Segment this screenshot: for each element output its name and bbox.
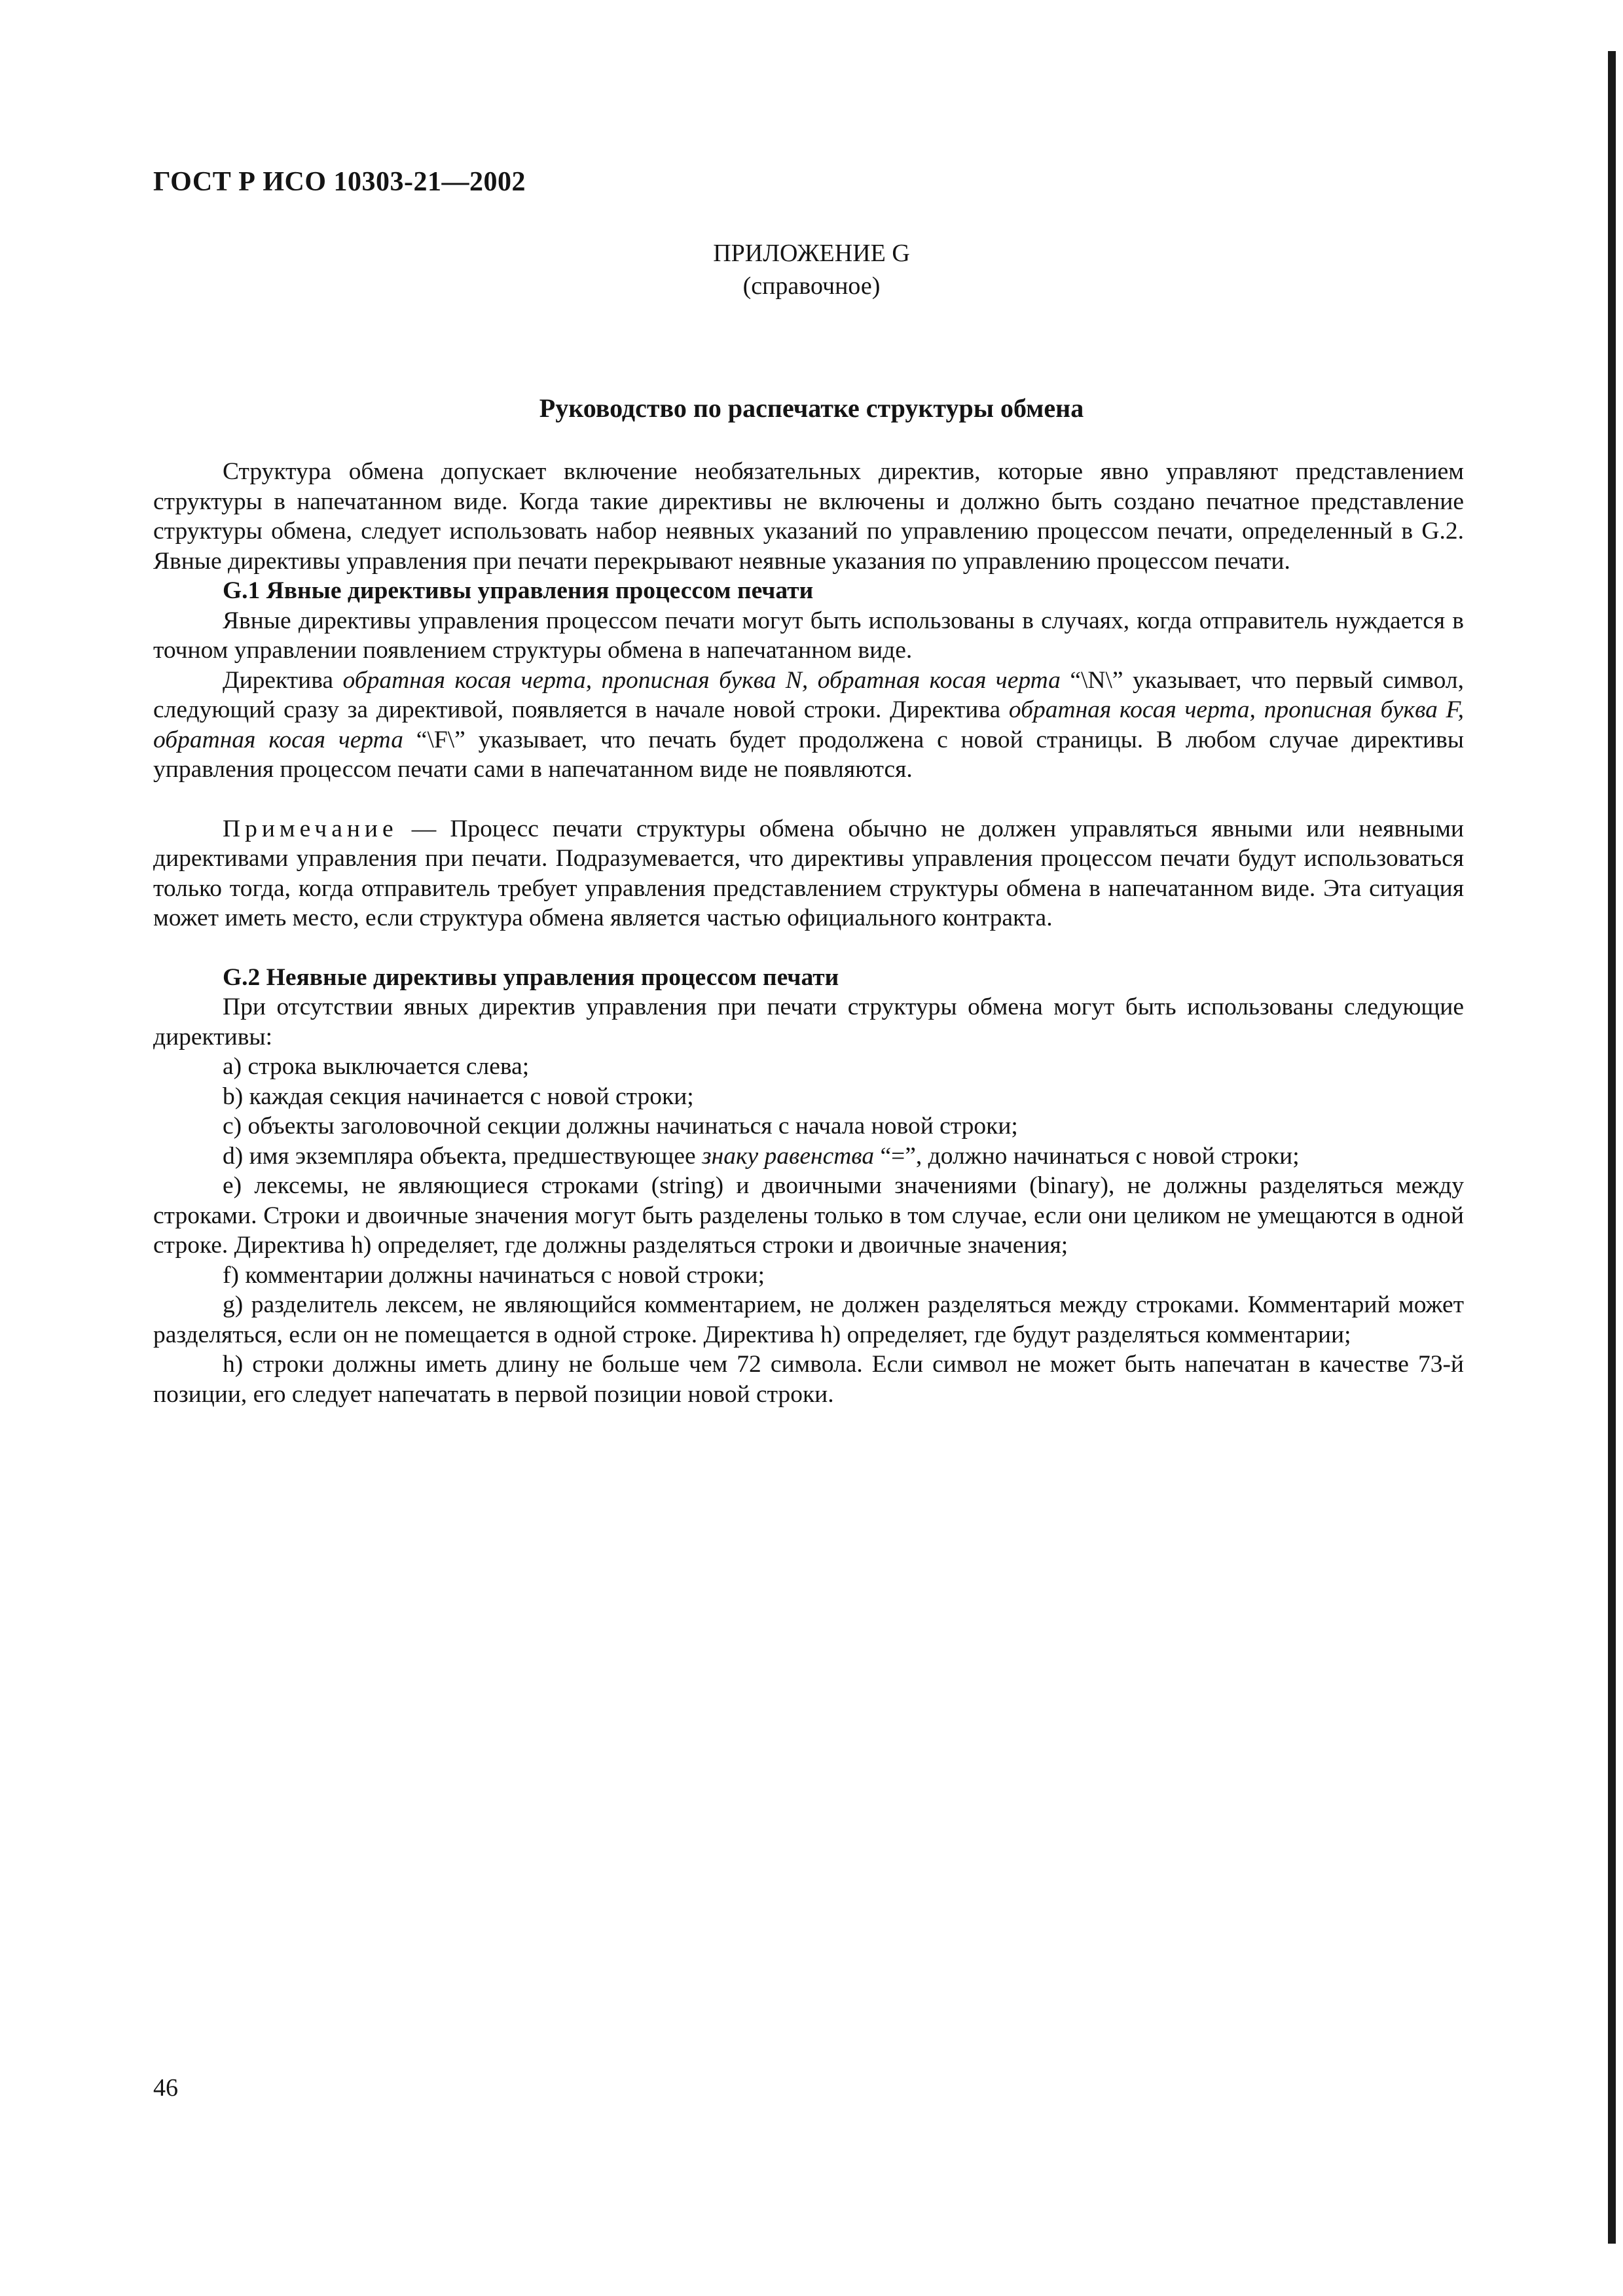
g1-p2-text-3: “\F\” указывает, что печать будет продолжена с новой страницы. В любом случае директивы управления процессом печати сами в напечатанном виде не появляются. bbox=[153, 726, 1465, 783]
appendix-type: (справочное) bbox=[742, 272, 881, 300]
note-paragraph bbox=[153, 814, 1464, 933]
note-text: — Процесс печати структуры обмена обычно не должен управляться явными или неявными директивами управления при печати. Подразумевается, что директивы управления процессом печати будут использоваться только тогда, когда отправитель требует управления представлением структуры обмена в напечатанном виде. Эта ситуация может иметь место, если структура обмена является частью официального контракта. bbox=[153, 815, 1464, 931]
appendix-label: ПРИЛОЖЕНИЕ G bbox=[713, 240, 910, 267]
spacer bbox=[153, 785, 1464, 814]
section-g1-paragraph-1: Явные директивы управления процессом печати могут быть использованы в случаях, когда отправитель нуждается в точном управлении появлением структуры обмена в напечатанном виде. bbox=[153, 607, 1464, 664]
list-item-d bbox=[153, 1141, 1464, 1172]
g1-p2-text-1: Директива bbox=[223, 666, 343, 694]
scan-edge-bar bbox=[1608, 51, 1616, 2244]
section-g2-heading: G.2 Неявные директивы управления процессом печати bbox=[223, 963, 839, 991]
list-item-b: b) каждая секция начинается с новой строки; bbox=[223, 1083, 694, 1110]
spacer bbox=[153, 933, 1464, 963]
list-item-a: а) строка выключается слева; bbox=[223, 1053, 530, 1080]
list-item-d-italic: знаку равенства bbox=[702, 1142, 875, 1170]
list-item-d-text-1: d) имя экземпляра объекта, предшествующее bbox=[223, 1142, 702, 1170]
document-title: Руководство по распечатке структуры обмена bbox=[539, 393, 1084, 423]
intro-paragraph: Структура обмена допускает включение необязательных директив, которые явно управляют представлением структуры в напечатанном виде. Когда такие директивы не включены и должно быть создано печатное представление структуры обмена, следует использовать набор неявных указаний по управлению процессом печати, определенный в G.2. Явные директивы управления при печати перекрывают неявные указания по управлению процессом печати. bbox=[153, 458, 1464, 575]
list-item-f: f) комментарии должны начинаться с новой строки; bbox=[223, 1261, 765, 1289]
list-item-d-text-2: “=”, должно начинаться с новой строки; bbox=[874, 1142, 1300, 1170]
list-item-e: е) лексемы, не являющиеся строками (string) и двоичными значениями (binary), не должны разделяться между строками. Строки и двоичные значения могут быть разделены только в том случае, если они целиком не умещаются в одной строке. Директива h) определяет, где должны разделяться строки и двоичные значения; bbox=[153, 1172, 1464, 1259]
section-g1-heading: G.1 Явные директивы управления процессом печати bbox=[223, 577, 814, 604]
section-g1-paragraph-2 bbox=[153, 666, 1464, 785]
g1-p2-italic-1: обратная косая черта, прописная буква N, обратная косая черта bbox=[342, 666, 1061, 694]
g1-p2-italic-2: обратная косая черта, прописная буква F, обратная косая черта bbox=[153, 696, 1464, 753]
page-number: 46 bbox=[153, 2074, 178, 2102]
list-item-c: с) объекты заголовочной секции должны начинаться с начала новой строки; bbox=[223, 1113, 1018, 1139]
g1-p2-text-2: “\N\” указывает, что первый символ, следующий сразу за директивой, появляется в начале новой строки. Директива bbox=[153, 666, 1464, 723]
section-g2-intro: При отсутствии явных директив управления при печати структуры обмена могут быть использованы следующие директивы: bbox=[153, 994, 1464, 1050]
document-code: ГОСТ Р ИСО 10303-21—2002 bbox=[153, 167, 526, 197]
note-lead: Примечание bbox=[223, 815, 398, 842]
appendix-heading bbox=[0, 237, 1623, 302]
main-content bbox=[153, 457, 1464, 1409]
list-item-h: h) строки должны иметь длину не больше чем 72 символа. Если символ не может быть напечатан в качестве 73-й позиции, его следует напечатать в первой позиции новой строки. bbox=[153, 1351, 1464, 1408]
list-item-g: g) разделитель лексем, не являющийся комментарием, не должен разделяться между строками. Комментарий может разделяться, если он не помещается в одной строке. Директива h) определяет, где будут разделяться комментарии; bbox=[153, 1291, 1464, 1348]
